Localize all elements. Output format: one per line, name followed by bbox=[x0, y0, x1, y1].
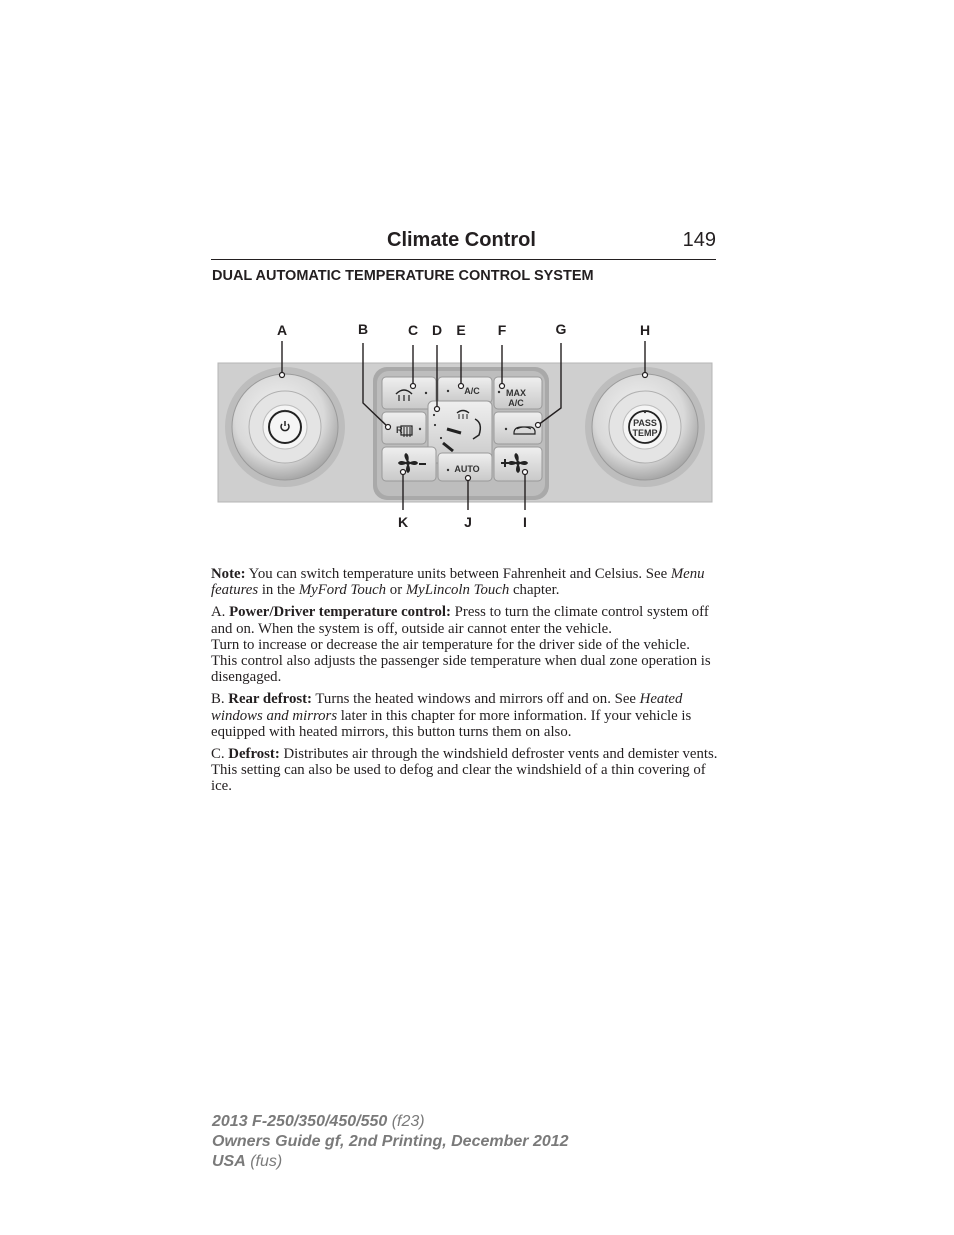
callout-i: I bbox=[523, 514, 527, 530]
page-header bbox=[211, 229, 716, 260]
page-footer bbox=[212, 1112, 569, 1172]
menu-features-link: Menu features bbox=[211, 566, 705, 599]
callout-f: F bbox=[497, 322, 507, 338]
ac-button[interactable] bbox=[438, 377, 492, 403]
auto-label: AUTO bbox=[454, 464, 480, 474]
note-text: or bbox=[386, 582, 406, 599]
section-title: DUAL AUTOMATIC TEMPERATURE CONTROL SYSTEM bbox=[212, 268, 594, 284]
callout-k: K bbox=[397, 514, 409, 530]
page-number: 149 bbox=[682, 229, 716, 251]
item-a-paragraph bbox=[211, 604, 721, 685]
footer-model-line bbox=[212, 1112, 569, 1132]
note-paragraph bbox=[211, 566, 721, 598]
item-a-prefix: A. bbox=[211, 604, 230, 621]
callout-a: A bbox=[276, 322, 288, 338]
body-text bbox=[211, 566, 721, 801]
max-ac-button[interactable] bbox=[494, 377, 542, 409]
climate-control-figure bbox=[205, 315, 725, 540]
callout-g: G bbox=[555, 321, 567, 337]
callout-d: D bbox=[431, 322, 443, 338]
item-c-prefix: C. bbox=[211, 746, 229, 763]
note-text: chapter. bbox=[509, 582, 560, 599]
footer-country-line bbox=[212, 1152, 569, 1172]
footer-country-code: (fus) bbox=[245, 1153, 283, 1170]
pass-label: PASS bbox=[633, 418, 657, 428]
note-text: in the bbox=[258, 582, 299, 599]
recirculation-button[interactable] bbox=[494, 412, 542, 444]
callout-h: H bbox=[639, 322, 651, 338]
item-b-text: later in this chapter for more information. If your vehicle is equipped with heated mirrors, this button turns them on also. bbox=[211, 707, 692, 740]
temp-label: TEMP bbox=[632, 428, 658, 438]
auto-button[interactable] bbox=[438, 453, 492, 481]
footer-guide: Owners Guide gf, 2nd Printing, December 2012 bbox=[212, 1133, 569, 1150]
fan-decrease-button[interactable] bbox=[382, 447, 436, 481]
rear-r-label: R bbox=[396, 425, 403, 435]
mylincoln-touch-ref: MyLincoln Touch bbox=[405, 582, 510, 599]
note-text: You can switch temperature units between Fahrenheit and Celsius. See bbox=[245, 566, 671, 582]
item-b-text: Turns the heated windows and mirrors off and on. See bbox=[311, 691, 640, 708]
footer-model-code: (f23) bbox=[387, 1113, 425, 1130]
item-a-line2: Turn to increase or decrease the air temperature for the driver side of the vehicle. bbox=[211, 636, 690, 653]
footer-guide-line bbox=[212, 1132, 569, 1152]
item-b-paragraph bbox=[211, 691, 721, 740]
item-a-line3: This control also adjusts the passenger side temperature when dual zone operation is disengaged. bbox=[211, 653, 711, 686]
item-b-label: Rear defrost: bbox=[228, 691, 312, 708]
passenger-temp-knob[interactable] bbox=[585, 367, 705, 487]
item-c-paragraph bbox=[211, 746, 721, 795]
myford-touch-ref: MyFord Touch bbox=[298, 582, 387, 599]
callout-e: E bbox=[456, 322, 466, 338]
item-a-label: Power/Driver temperature control: bbox=[229, 604, 451, 621]
item-a-text: Press to turn the climate control system off and on. When the system is off, outside air cannot enter the vehicle. bbox=[211, 604, 709, 637]
item-c-text: Distributes air through the windshield defroster vents and demister vents. This setting can also be used to defog and clear the windshield of a thin covering of ice. bbox=[211, 746, 718, 795]
heated-windows-ref: Heated windows and mirrors bbox=[211, 691, 683, 724]
item-c-label: Defrost: bbox=[228, 746, 280, 763]
driver-temp-knob[interactable] bbox=[225, 367, 345, 487]
footer-model: 2013 F-250/350/450/550 bbox=[212, 1113, 388, 1130]
max-label: MAX bbox=[506, 388, 526, 398]
fan-increase-button[interactable] bbox=[494, 447, 542, 481]
callout-b: B bbox=[357, 321, 369, 337]
note-label: Note: bbox=[211, 566, 246, 582]
callout-j: J bbox=[464, 514, 472, 530]
ac-label: A/C bbox=[464, 386, 480, 396]
callout-c: C bbox=[407, 322, 419, 338]
item-b-prefix: B. bbox=[211, 691, 229, 708]
climate-panel-illustration bbox=[205, 315, 725, 540]
max-ac-label: A/C bbox=[508, 398, 524, 408]
chapter-title: Climate Control bbox=[387, 229, 536, 251]
footer-country: USA bbox=[212, 1153, 246, 1170]
